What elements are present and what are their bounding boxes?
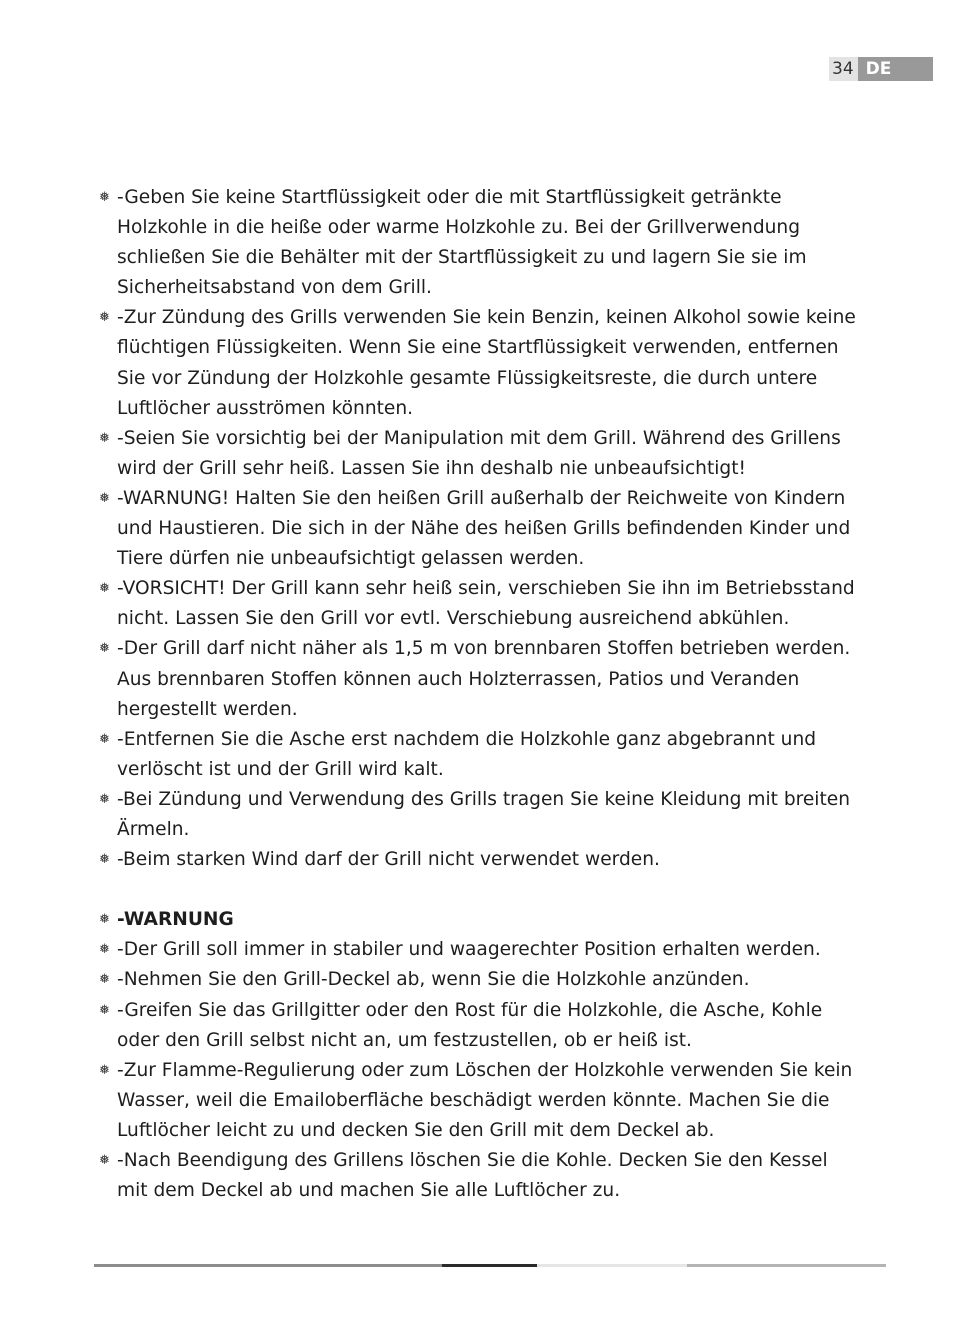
warning-heading-text: -WARNUNG: [117, 909, 234, 931]
snowflake-bullet-icon: ❅: [99, 190, 110, 205]
list-item: [99, 725, 859, 785]
snowflake-bullet-icon: ❅: [99, 1062, 110, 1078]
list-item-text: -Greifen Sie das Grillgitter oder den Rost für die Holzkohle, die Asche, Kohle oder den Grill selbst nicht an, um festzustellen, ob er heiß ist.: [117, 999, 823, 1051]
list-item: [99, 303, 859, 423]
snowflake-bullet-icon: ❅: [99, 1002, 110, 1018]
snowflake-bullet-icon: ❅: [99, 641, 110, 657]
page-header: [829, 57, 933, 81]
footer-rule: [94, 1264, 886, 1268]
list-item: [99, 484, 859, 574]
language-badge: DE: [858, 57, 933, 81]
list-item: [99, 574, 859, 634]
list-item-text: -Zur Zündung des Grills verwenden Sie kein Benzin, keinen Alkohol sowie keine flüchtigen Flüssigkeiten. Wenn Sie eine Startflüssigkeit verwenden, entfernen Sie vor Zündung der Holzkohle gesamte Flüssigkeitsreste, die durch untere Luftlöcher ausströmen könnten.: [117, 307, 856, 419]
snowflake-bullet-icon: ❅: [99, 581, 110, 597]
footer-rule-segment: [537, 1264, 687, 1267]
section-spacer: [99, 875, 859, 905]
list-item: [99, 965, 859, 995]
snowflake-bullet-icon: ❅: [99, 430, 110, 446]
list-item: [99, 183, 859, 303]
page-number: 34: [829, 57, 858, 81]
list-item: [99, 1056, 859, 1146]
list-item: [99, 1146, 859, 1206]
snowflake-bullet-icon: ❅: [99, 490, 110, 506]
list-item-text: -Entfernen Sie die Asche erst nachdem die Holzkohle ganz abgebrannt und verlöscht ist und der Grill wird kalt.: [117, 728, 817, 780]
list-item-text: -VORSICHT! Der Grill kann sehr heiß sein, verschieben Sie ihn im Betriebsstand nicht. Lassen Sie den Grill vor evtl. Verschiebung ausreichend abkühlen.: [117, 578, 855, 630]
list-item-text: -Nehmen Sie den Grill-Deckel ab, wenn Sie die Holzkohle anzünden.: [117, 969, 750, 991]
list-item: [99, 634, 859, 724]
list-item-text: -Beim starken Wind darf der Grill nicht verwendet werden.: [117, 849, 660, 871]
list-item-text: -Geben Sie keine Startflüssigkeit oder die mit Startflüssigkeit getränkte Holzkohle in die heiße oder warme Holzkohle zu. Bei der Grillverwendung schließen Sie die Behälter mit der Startflüssigkeit zu und lagern Sie sie im Sicherheitsabstand von dem Grill.: [117, 187, 807, 299]
snowflake-bullet-icon: ❅: [99, 852, 110, 868]
snowflake-bullet-icon: ❅: [99, 942, 110, 958]
safety-instructions: [99, 183, 859, 1206]
list-item-text: -Bei Zündung und Verwendung des Grills tragen Sie keine Kleidung mit breiten Ärmeln.: [117, 788, 850, 840]
list-item-text: -Nach Beendigung des Grillens löschen Sie die Kohle. Decken Sie den Kessel mit dem Deckel ab und machen Sie alle Luftlöcher zu.: [117, 1150, 828, 1202]
snowflake-bullet-icon: ❅: [99, 1153, 110, 1168]
footer-rule-segment: [687, 1264, 886, 1267]
footer-rule-segment: [94, 1264, 442, 1267]
list-item-text: -Seien Sie vorsichtig bei der Manipulation mit dem Grill. Während des Grillens wird der Grill sehr heiß. Lassen Sie ihn deshalb nie unbeaufsichtigt!: [117, 427, 841, 479]
snowflake-bullet-icon: ❅: [99, 310, 110, 326]
list-item: [99, 845, 859, 875]
list-item: [99, 424, 859, 484]
snowflake-bullet-icon: ❅: [99, 972, 110, 988]
list-item: [99, 785, 859, 845]
snowflake-bullet-icon: ❅: [99, 791, 110, 807]
list-item: [99, 996, 859, 1056]
list-item: [99, 935, 859, 965]
snowflake-bullet-icon: ❅: [99, 731, 110, 747]
list-item-text: -WARNUNG! Halten Sie den heißen Grill außerhalb der Reichweite von Kindern und Haustieren. Die sich in der Nähe des heißen Grills befindenden Kinder und Tiere dürfen nie unbeaufsichtigt gelassen werden.: [117, 487, 851, 570]
snowflake-bullet-icon: ❅: [99, 912, 110, 928]
footer-rule-segment: [442, 1264, 537, 1267]
list-item-text: -Der Grill darf nicht näher als 1,5 m von brennbaren Stoffen betrieben werden. Aus brennbaren Stoffen können auch Holzterrassen, Patios und Veranden hergestellt werden.: [117, 638, 851, 720]
list-item-text: -Zur Flamme-Regulierung oder zum Löschen der Holzkohle verwenden Sie kein Wasser, weil die Emailoberfläche beschädigt werden könnte. Machen Sie die Luftlöcher leicht zu und decken Sie den Grill mit dem Deckel ab.: [117, 1059, 853, 1141]
list-item-text: -Der Grill soll immer in stabiler und waagerechter Position erhalten werden.: [117, 939, 821, 961]
warning-heading: [99, 905, 859, 935]
